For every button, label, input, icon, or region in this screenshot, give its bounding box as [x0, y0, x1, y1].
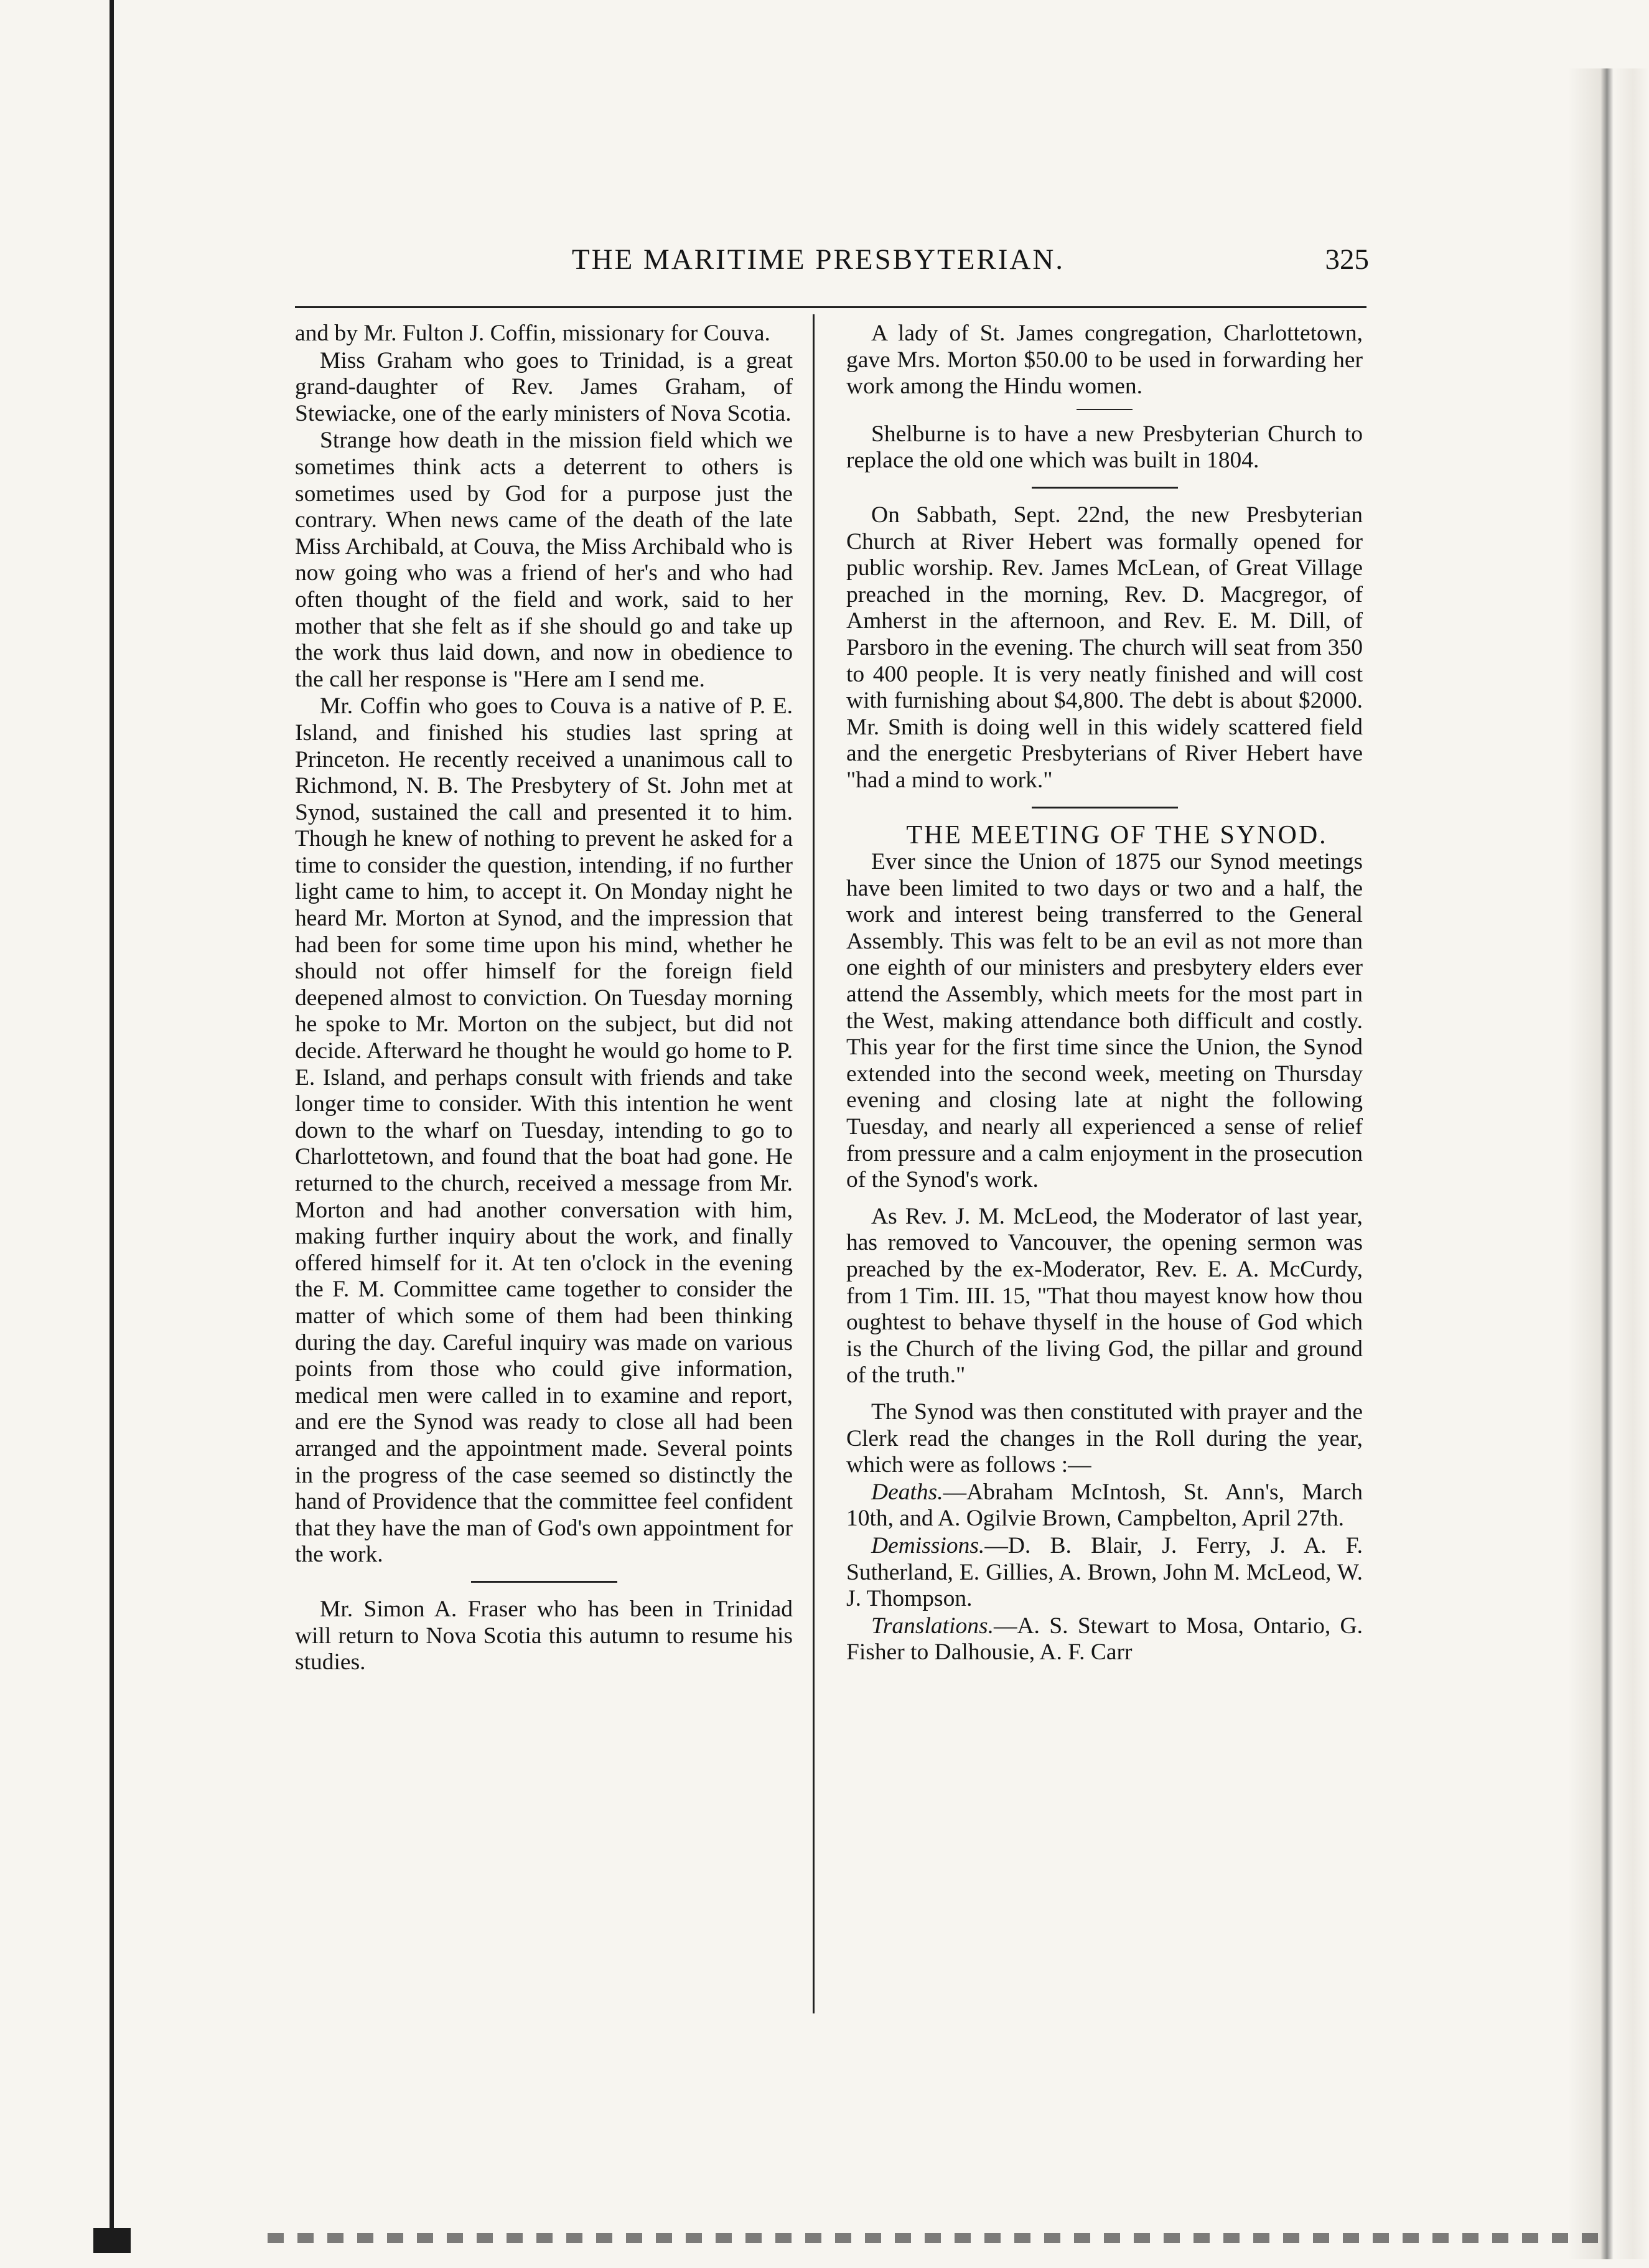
paragraph: and by Mr. Fulton J. Coffin, missionary for Couva.: [295, 321, 770, 346]
paragraph: Shelburne is to have a new Presbyterian Church to replace the old one which was built in 1804.: [846, 421, 1363, 474]
entry-label: Translations.: [871, 1613, 994, 1639]
binding-edge-base: [93, 2228, 131, 2253]
entry-label: Demissions.: [871, 1532, 985, 1558]
header-rule: [295, 306, 1366, 308]
paragraph: Miss Graham who goes to Trinidad, is a great grand-daughter of Rev. James Graham, of Stewiacke, one of the early ministers of Nova Scotia.: [295, 347, 793, 426]
left-column: [295, 321, 793, 1676]
scan-noise: [268, 2233, 1599, 2243]
paragraph: As Rev. J. M. McLeod, the Moderator of last year, has removed to Vancouver, the opening sermon was preached by the ex-Moderator, Rev. E. A. McCurdy, from 1 Tim. III. 15, "That thou mayest know how thou oughtest to behave thyself in the house of God which is the Church of the living God, the pillar and ground of the truth.": [846, 1203, 1363, 1389]
section-divider: [471, 1581, 617, 1583]
entry-text: —Abraham McIntosh, St. Ann's, March 10th, and A. Ogilvie Brown, Campbelton, April 27th.: [846, 1479, 1363, 1532]
column-rule: [813, 314, 815, 2013]
entry-label: Deaths.: [871, 1479, 943, 1505]
paragraph: Mr. Simon A. Fraser who has been in Trinidad will return to Nova Scotia this autumn to resume his studies.: [295, 1596, 793, 1675]
running-head: [268, 243, 1369, 286]
paragraph: Mr. Coffin who goes to Couva is a native of P. E. Island, and finished his studies last spring at Princeton. He recently received a unanimous call to Richmond, N. B. The Presbytery of St. John met at Synod, sustained the call and presented it to him. Though he knew of nothing to prevent he asked for a time to consider the question, intending, if no further light came to him, to accept it. On Monday night he heard Mr. Morton at Synod, and the impression that had been for some time upon his mind, whether he should not offer himself for the foreign field deepened almost to conviction. On Tuesday morning he spoke to Mr. Morton on the subject, but did not decide. Afterward he thought he would go home to P. E. Island, and perhaps consult with friends and take longer time to consider. With this intention he went down to the wharf on Tuesday, intending to go to Charlottetown, and found that the boat had gone. He returned to the church, received a message from Mr. Morton and had another conversation with him, making further inquiry about the work, and finally offered himself for it. At ten o'clock in the evening the F. M. Committee came together to consider the matter of which some of them had been thinking during the day. Careful inquiry was made on various points from those who could give information, medical men were called in to examine and report, and ere the Synod was ready to close all had been arranged and the appointment made. Several points in the progress of the case seemed so distinctly the hand of Providence that the committee feel confident that they have the man of God's own appointment for the work.: [295, 693, 793, 1568]
entry-text: —D. B. Blair, J. Ferry, J. A. F. Sutherland, E. Gillies, A. Brown, John M. McLeod, W. J. Thompson.: [846, 1532, 1363, 1612]
section-divider: [1077, 409, 1133, 410]
paragraph: On Sabbath, Sept. 22nd, the new Presbyterian Church at River Hebert was formally opened for public worship. Rev. James McLean, of Great Village preached in the morning, Rev. D. Macgregor, of Amherst in the afternoon, and Rev. E. M. Dill, of Parsboro in the evening. The church will seat from 350 to 400 people. It is very neatly finished and will cost with furnishing about $4,800. The debt is about $2000. Mr. Smith is doing well in this widely scattered field and the energetic Presbyterians of River Hebert have "had a mind to work.": [846, 502, 1363, 793]
page-number: 325: [1325, 243, 1369, 276]
binding-edge: [110, 0, 114, 2253]
roll-entry-demissions: [846, 1533, 1363, 1613]
roll-entry-deaths: [846, 1479, 1363, 1532]
section-heading: THE MEETING OF THE SYNOD.: [906, 820, 1328, 850]
section-divider: [1032, 487, 1178, 489]
paragraph: A lady of St. James congregation, Charlottetown, gave Mrs. Morton $50.00 to be used in forwarding her work among the Hindu women.: [846, 321, 1363, 400]
page-edge-shadow: [1568, 68, 1649, 2259]
paragraph: Ever since the Union of 1875 our Synod meetings have been limited to two days or two and a half, the work and interest being transferred to the General Assembly. This was felt to be an evil as not more than one eighth of our ministers and presbytery elders ever attend the Assembly, which meets for the most part in the West, making attendance both difficult and costly. This year for the first time since the Union, the Synod extended into the second week, meeting on Thursday evening and closing late at night the following Tuesday, and nearly all experienced a sense of relief from pressure and a calm enjoyment in the prosecution of the Synod's work.: [846, 849, 1363, 1193]
paragraph: The Synod was then constituted with prayer and the Clerk read the changes in the Roll during the year, which were as follows :—: [846, 1399, 1363, 1478]
entry-text: —A. S. Stewart to Mosa, Ontario, G. Fisher to Dalhousie, A. F. Carr: [846, 1613, 1363, 1666]
roll-entry-translations: [846, 1613, 1363, 1666]
paragraph: Strange how death in the mission field which we sometimes think acts a deterrent to others is sometimes used by God for a purpose just the contrary. When news came of the death of the late Miss Archibald, at Couva, the Miss Archibald who is now going who was a friend of her's and who had often thought of the field and work, said to her mother that she felt as if she should go and take up the work thus laid down, and now in obedience to the call her response is "Here am I send me.: [295, 428, 793, 692]
section-divider: [1032, 807, 1178, 808]
running-title: THE MARITIME PRESBYTERIAN.: [571, 243, 1065, 276]
right-column: [846, 321, 1363, 1666]
